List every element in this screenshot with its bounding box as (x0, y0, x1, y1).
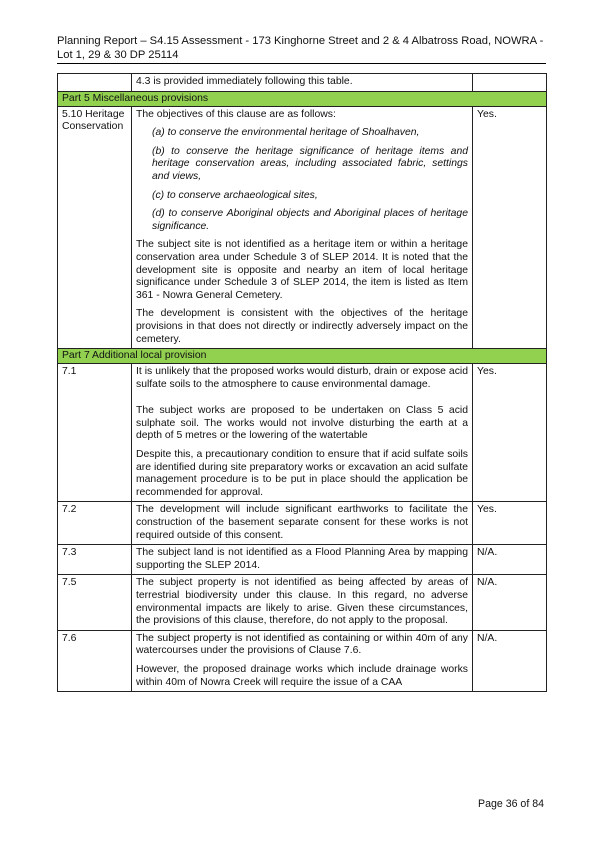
compliance-cell: Yes. (473, 364, 547, 502)
table-row (58, 106, 547, 349)
description-text: The subject works are proposed to be undertaken on Class 5 acid sulphate soil. The works would not involve disturbing the earth at a depth of 5 metres or the lowering of the watertable (136, 405, 468, 442)
clause-cell: 7.2 (58, 502, 132, 545)
table-row (58, 364, 547, 502)
clause-cell: 5.10 Heritage Conservation (58, 106, 132, 349)
table-row (58, 545, 547, 575)
description-text: It is unlikely that the proposed works would disturb, drain or expose acid sulfate soils to the atmosphere to cause environmental damage. (136, 366, 468, 390)
header-line-2: Lot 1, 29 & 30 DP 25114 (57, 48, 179, 61)
description-text: However, the proposed drainage works which include drainage works within 40m of Nowra Creek will require the issue of a CAA (136, 663, 468, 688)
section-heading: Part 5 Miscellaneous provisions (58, 91, 547, 106)
section-row-part-7 (58, 349, 547, 364)
header-divider (57, 63, 546, 64)
compliance-cell: N/A. (473, 630, 547, 691)
clause-cell: 7.1 (58, 364, 132, 502)
description-text: 4.3 is provided immediately following this table. (136, 76, 353, 87)
section-row-part-5 (58, 91, 547, 106)
header-line-1: Planning Report – S4.15 Assessment - 173 Kinghorne Street and 2 & 4 Albatross Road, NOWRA - (57, 35, 544, 47)
table-row (58, 630, 547, 691)
page-header (57, 35, 545, 62)
description-text: The development is consistent with the objectives of the heritage provisions in that does not directly or indirectly adversely impact on the cemetery. (136, 308, 468, 345)
description-text: Despite this, a precautionary condition to ensure that if acid sulfate soils are identified during site preparatory works or excavation an acid sulfate management procedure is to be put in place should the application be recommended for approval. (136, 449, 468, 498)
description-cell (132, 630, 473, 691)
objective-item: (d) to conserve Aboriginal objects and Aboriginal places of heritage significance. (152, 208, 468, 232)
objective-item: (a) to conserve the environmental heritage of Shoalhaven, (152, 127, 420, 139)
compliance-cell: N/A. (473, 545, 547, 575)
clause-cell: 7.5 (58, 575, 132, 630)
description-text: The subject property is not identified as containing or within 40m of any watercourses under the provisions of Clause 7.6. (136, 632, 468, 657)
compliance-cell: Yes. (473, 502, 547, 545)
clause-cell: 7.6 (58, 630, 132, 691)
description-text: The subject site is not identified as a heritage item or within a heritage conservation area under Schedule 3 of SLEP 2014. It is noted that the development site is opposite and nearby an item of local heritage significance under Schedule 3 of SLEP 2014, the item is listed as Item 361 - Nowra General Cemetery. (136, 239, 468, 301)
page-number: Page 36 of 84 (478, 798, 544, 810)
assessment-table (57, 73, 547, 692)
description-cell (132, 502, 473, 545)
description-cell (132, 545, 473, 575)
compliance-cell (473, 74, 547, 92)
description-cell (132, 106, 473, 349)
compliance-cell: N/A. (473, 575, 547, 630)
description-text: The subject land is not identified as a Flood Planning Area by mapping supporting the SLEP 2014. (136, 547, 468, 571)
compliance-cell: Yes. (473, 106, 547, 349)
description-cell (132, 364, 473, 502)
objective-item: (b) to conserve the heritage significance of heritage items and heritage conservation areas, including associated fabric, settings and views, (152, 145, 468, 182)
description-text: The development will include significant earthworks to facilitate the construction of the basement separate consent for these works is not required outside of this consent. (136, 504, 468, 541)
description-cell (132, 575, 473, 630)
table-row (58, 575, 547, 630)
description-cell (132, 74, 473, 92)
description-text: The objectives of this clause are as follows: (136, 108, 336, 120)
clause-cell: 7.3 (58, 545, 132, 575)
section-heading: Part 7 Additional local provision (58, 349, 547, 364)
objective-item: (c) to conserve archaeological sites, (152, 189, 318, 201)
description-text: The subject property is not identified as being affected by areas of terrestrial biodiversity under this clause. In this regard, no adverse environmental impacts are likely to arise. Given these circumstances, the provisions of this clause, therefore, do not apply to the proposal. (136, 577, 468, 627)
table-row (58, 74, 547, 92)
table-row (58, 502, 547, 545)
clause-cell (58, 74, 132, 92)
